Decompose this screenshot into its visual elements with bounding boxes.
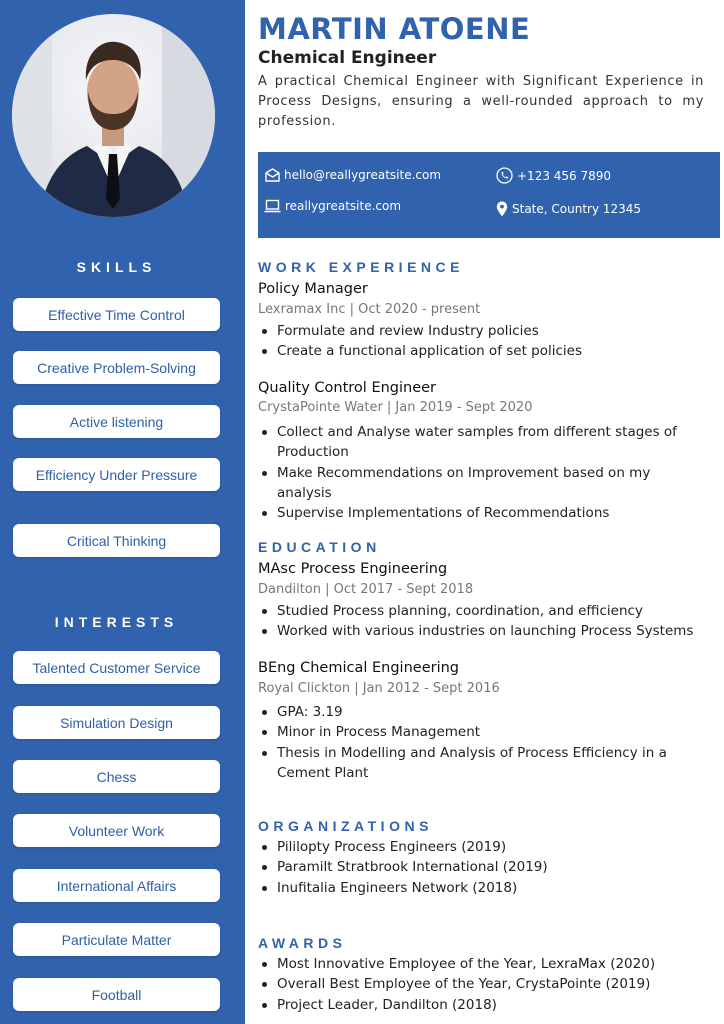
- interest-pill: Talented Customer Service: [13, 651, 220, 684]
- list-item: Worked with various industries on launching Process Systems: [258, 621, 718, 641]
- email-text: hello@reallygreatsite.com: [284, 168, 442, 182]
- list-item: Overall Best Employee of the Year, CrystaPointe (2019): [258, 974, 718, 994]
- envelope-icon: [265, 168, 280, 182]
- contact-address: [496, 201, 641, 217]
- list-item: Studied Process planning, coordination, and efficiency: [258, 601, 718, 621]
- education-entry-title: MAsc Process Engineering: [258, 561, 448, 577]
- list-item: Most Innovative Employee of the Year, LexraMax (2020): [258, 954, 718, 974]
- list-item: Minor in Process Management: [258, 722, 718, 742]
- education-entry-title: BEng Chemical Engineering: [258, 660, 459, 676]
- profile-photo: [12, 14, 215, 217]
- education-bullets: [258, 601, 718, 642]
- interest-pill: Simulation Design: [13, 706, 220, 739]
- contact-email[interactable]: [265, 168, 441, 182]
- education-entry-meta: Royal Clickton | Jan 2012 - Sept 2016: [258, 681, 500, 696]
- list-item: Project Leader, Dandilton (2018): [258, 995, 718, 1015]
- awards-heading: AWARDS: [258, 935, 347, 951]
- skill-pill: Active listening: [13, 405, 220, 438]
- list-item: Paramilt Stratbrook International (2019): [258, 857, 718, 877]
- list-item: Thesis in Modelling and Analysis of Process Efficiency in a Cement Plant: [258, 743, 718, 784]
- education-heading: EDUCATION: [258, 539, 381, 555]
- organizations-heading: ORGANIZATIONS: [258, 818, 433, 834]
- skill-pill: Critical Thinking: [13, 524, 220, 557]
- list-item: Pililopty Process Engineers (2019): [258, 837, 718, 857]
- job-entry-title: Quality Control Engineer: [258, 380, 437, 396]
- organizations-list: [258, 837, 718, 898]
- laptop-icon: [264, 199, 281, 213]
- job-entry-meta: CrystaPointe Water | Jan 2019 - Sept 2020: [258, 400, 533, 415]
- person-name: MARTIN ATOENE: [258, 12, 531, 46]
- person-portrait-icon: [12, 14, 215, 217]
- education-entry-meta: Dandilton | Oct 2017 - Sept 2018: [258, 582, 474, 597]
- skill-pill: Efficiency Under Pressure: [13, 458, 220, 491]
- list-item: GPA: 3.19: [258, 702, 718, 722]
- sidebar: [0, 0, 245, 1024]
- profile-summary: A practical Chemical Engineer with Significant Experience in Process Designs, ensuring a well-rounded approach to my profession.: [258, 74, 704, 129]
- education-bullets: [258, 702, 718, 783]
- skill-pill: Creative Problem-Solving: [13, 351, 220, 384]
- interest-pill: International Affairs: [13, 869, 220, 902]
- skill-pill: Effective Time Control: [13, 298, 220, 331]
- contact-website[interactable]: [264, 199, 401, 213]
- work-experience-heading: WORK EXPERIENCE: [258, 259, 464, 275]
- interest-pill: Particulate Matter: [13, 923, 220, 956]
- contact-phone[interactable]: [496, 167, 611, 184]
- list-item: Inufitalia Engineers Network (2018): [258, 878, 718, 898]
- list-item: Make Recommendations on Improvement based on my analysis: [258, 463, 688, 504]
- job-bullets: [258, 422, 688, 523]
- list-item: Collect and Analyse water samples from different stages of Production: [258, 422, 688, 463]
- list-item: Create a functional application of set policies: [258, 341, 718, 361]
- job-entry-title: Policy Manager: [258, 281, 368, 297]
- phone-text: +123 456 7890: [517, 168, 612, 183]
- website-text: reallygreatsite.com: [285, 199, 402, 213]
- awards-list: [258, 954, 718, 1015]
- job-bullets: [258, 321, 718, 362]
- skills-heading: SKILLS: [76, 259, 157, 275]
- map-pin-icon: [496, 201, 508, 217]
- job-title: Chemical Engineer: [258, 48, 437, 68]
- interest-pill: Volunteer Work: [13, 814, 220, 847]
- list-item: Supervise Implementations of Recommendations: [258, 503, 688, 523]
- interest-pill: Chess: [13, 760, 220, 793]
- job-entry-meta: Lexramax Inc | Oct 2020 - present: [258, 302, 481, 317]
- list-item: Formulate and review Industry policies: [258, 321, 718, 341]
- interest-pill: Football: [13, 978, 220, 1011]
- interests-heading: INTERESTS: [54, 614, 179, 630]
- phone-icon: [496, 167, 513, 184]
- contact-box: [258, 152, 720, 238]
- address-text: State, Country 12345: [512, 202, 642, 216]
